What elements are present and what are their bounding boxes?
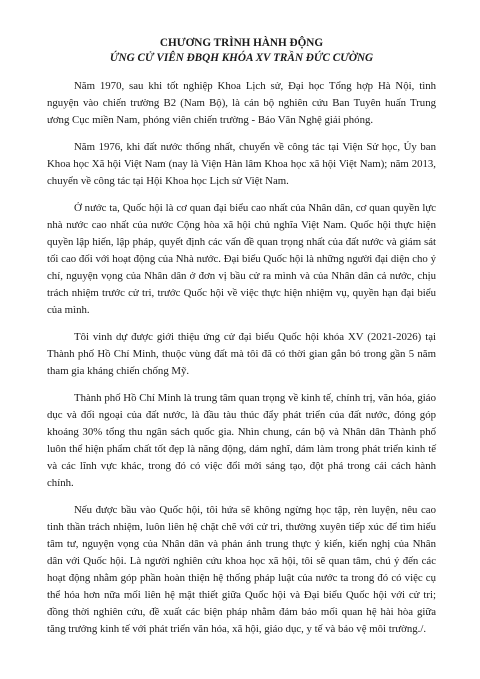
paragraph-5: Thành phố Hồ Chí Minh là trung tâm quan trọng về kinh tế, chính trị, văn hóa, giáo dục và đối ngoại của đất nước, là đầu tàu thúc đẩy phát triển của đất nước, đóng góp khoảng 30% tổng thu ngân sách quốc gia. Nhìn chung, cán bộ và Nhân dân Thành phố luôn thể hiện phẩm chất tốt đẹp là năng động, dám nghĩ, dám làm trong phát triển kinh tế và các lĩnh vực khác, trong đó có việc đổi mới sáng tạo, đột phá trong cải cách hành chính.: [47, 392, 436, 489]
paragraph-6: Nếu được bầu vào Quốc hội, tôi hứa sẽ không ngừng học tập, rèn luyện, nêu cao tinh thần trách nhiệm, luôn liên hệ chặt chẽ với cử tri, thường xuyên tiếp xúc để tìm hiểu tâm tư, nguyện vọng của Nhân dân và phản ánh trung thực ý kiến, kiến nghị của Nhân dân với Quốc hội. Là người nghiên cứu khoa học xã hội, tôi sẽ quan tâm, chú ý đến các hoạt động nhằm góp phần hoàn thiện hệ thống pháp luật của nước ta trong đó có việc cụ thể hóa hơn nữa mối liên hệ mật thiết giữa Quốc hội và Đại biểu Quốc hội với cử tri; đồng thời nghiên cứu, đề xuất các biện pháp nhằm đảm bảo mối quan hệ hài hòa giữa tăng trưởng kinh tế với phát triển văn hóa, xã hội, giáo dục, y tế và bảo vệ môi trường./.: [47, 504, 436, 635]
paragraph-1: Năm 1970, sau khi tốt nghiệp Khoa Lịch sử, Đại học Tổng hợp Hà Nội, tình nguyện vào chiến trường B2 (Nam Bộ), là cán bộ nghiên cứu Ban Tuyên huấn Trung ương Cục miền Nam, phóng viên chiến trường - Báo Văn Nghệ giải phóng.: [47, 80, 436, 126]
paragraph-2: Năm 1976, khi đất nước thống nhất, chuyển về công tác tại Viện Sử học, Ủy ban Khoa học Xã hội Việt Nam (nay là Viện Hàn lâm Khoa học xã hội Việt Nam); năm 2013, chuyển về công tác tại Hội Khoa học Lịch sử Việt Nam.: [47, 141, 436, 187]
paragraph-3: Ở nước ta, Quốc hội là cơ quan đại biểu cao nhất của Nhân dân, cơ quan quyền lực nhà nước cao nhất của nước Cộng hòa xã hội chủ nghĩa Việt Nam. Quốc hội thực hiện quyền lập hiến, lập pháp, quyết định các vấn đề quan trọng nhất của đất nước và giám sát tối cao đối với hoạt động của Nhà nước. Đại biểu Quốc hội là những người đại diện cho ý chí, nguyện vọng của Nhân dân ở đơn vị bầu cử ra mình và của Nhân dân cả nước, chịu trách nhiệm trước cử tri, trước Quốc hội về việc thực hiện nhiệm vụ, quyền hạn đại biểu của mình.: [47, 202, 436, 316]
document-subtitle: ỨNG CỬ VIÊN ĐBQH KHÓA XV TRẦN ĐỨC CƯỜNG: [109, 52, 374, 64]
paragraph-4: Tôi vinh dự được giới thiệu ứng cử đại biểu Quốc hội khóa XV (2021-2026) tại Thành phố Hồ Chí Minh, thuộc vùng đất mà tôi đã có thời gian gắn bó trong gần 5 năm tham gia kháng chiến chống Mỹ.: [47, 331, 436, 377]
document-title: CHƯƠNG TRÌNH HÀNH ĐỘNG: [159, 37, 324, 49]
